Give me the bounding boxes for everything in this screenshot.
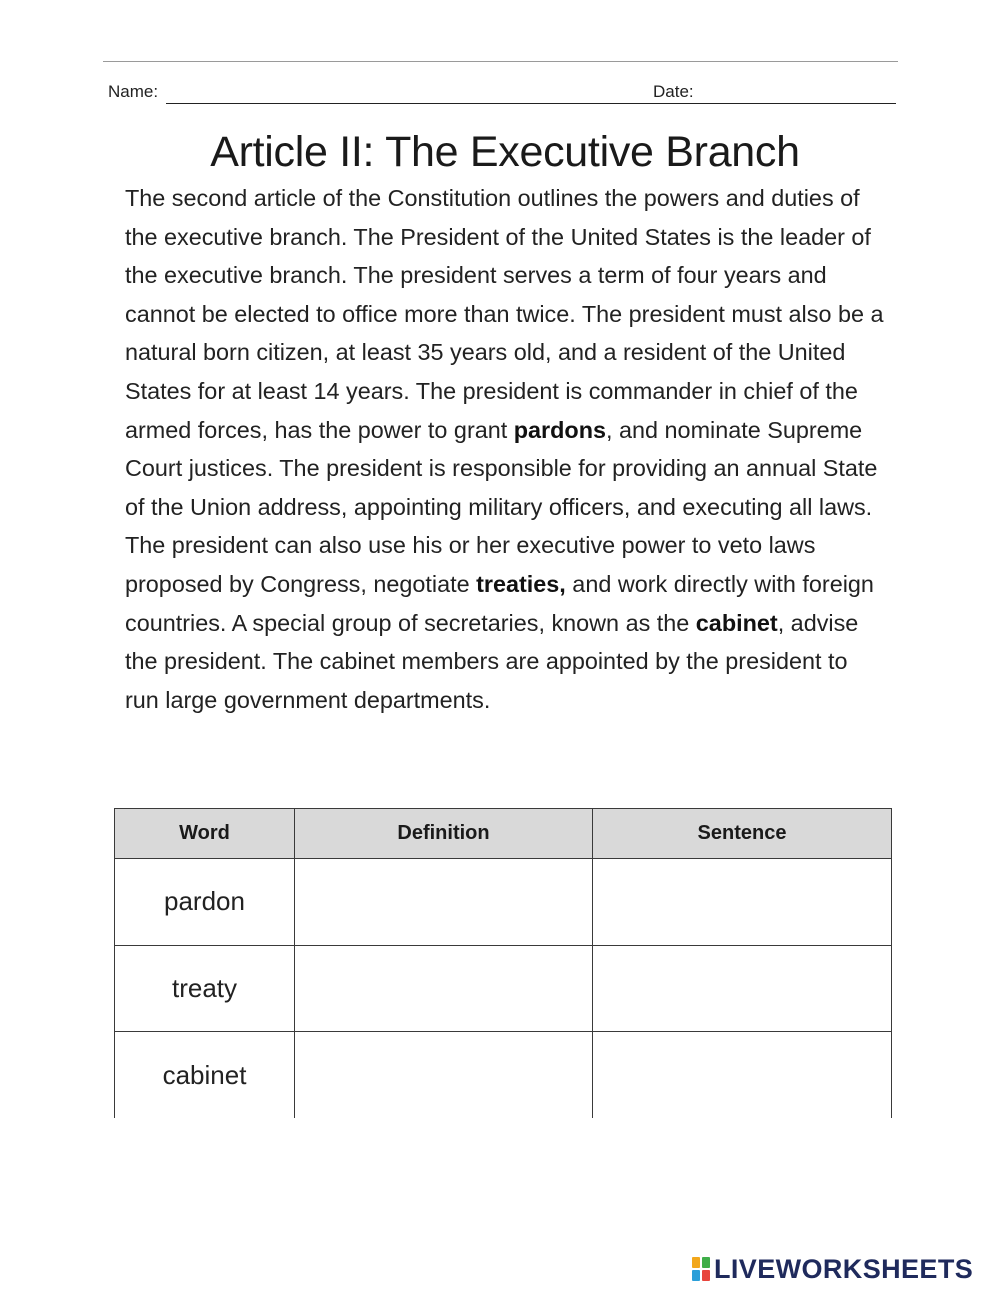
passage-text: and work directly with foreign countries. A special group of secretaries, known as the	[125, 570, 874, 636]
passage-text: , advise the president. The cabinet members are appointed by the president to run large government departments.	[125, 609, 859, 713]
table-row	[115, 859, 892, 946]
worksheet-title: Article II: The Executive Branch	[210, 128, 800, 176]
header-sentence: Sentence	[593, 809, 892, 859]
word-cell: cabinet	[115, 1032, 295, 1118]
logo-square	[692, 1257, 700, 1268]
vocab-term-cabinet: cabinet	[695, 609, 778, 636]
table-row	[115, 1032, 892, 1118]
table-row	[115, 945, 892, 1032]
liveworksheets-logo-icon	[692, 1257, 710, 1281]
word-cell: pardon	[115, 859, 295, 946]
top-rule	[103, 61, 898, 62]
name-date-row	[108, 82, 898, 106]
word-cell: treaty	[115, 945, 295, 1032]
logo-square	[692, 1270, 700, 1281]
vocab-term-treaties: treaties,	[476, 570, 566, 597]
header-definition: Definition	[295, 809, 593, 859]
definition-cell[interactable]	[295, 859, 593, 946]
passage-text: The second article of the Constitution outlines the powers and duties of the executive branch. The President of the United States is the leader of the executive branch. The president serves a term of four years and cannot be elected to office more than twice. The president must also be a natural born citizen, at least 35 years old, and a resident of the United States for at least 14 years. The president is commander in chief of the armed forces, has the power to grant	[125, 185, 884, 443]
date-field-line[interactable]	[702, 103, 896, 104]
passage-text: , and nominate Supreme Court justices. The president is responsible for providing an annual State of the Union address, appointing military officers, and executing all laws. The president can also use his or her executive power to veto laws proposed by Congress, negotiate	[125, 416, 878, 597]
definition-cell[interactable]	[295, 945, 593, 1032]
vocabulary-table	[114, 808, 892, 1118]
logo-square	[702, 1257, 710, 1268]
sentence-cell[interactable]	[593, 945, 892, 1032]
liveworksheets-logo	[692, 1254, 973, 1284]
table-header-row	[115, 809, 892, 859]
logo-text: LIVEWORKSHEETS	[714, 1253, 974, 1284]
name-field-line[interactable]	[166, 103, 731, 104]
name-label: Name:	[108, 82, 159, 101]
vocab-term-pardons: pardons	[513, 416, 607, 443]
logo-square	[702, 1270, 710, 1281]
sentence-cell[interactable]	[593, 1032, 892, 1118]
definition-cell[interactable]	[295, 1032, 593, 1118]
sentence-cell[interactable]	[593, 859, 892, 946]
header-word: Word	[115, 809, 295, 859]
date-label: Date:	[653, 82, 694, 101]
reading-passage	[125, 179, 885, 719]
